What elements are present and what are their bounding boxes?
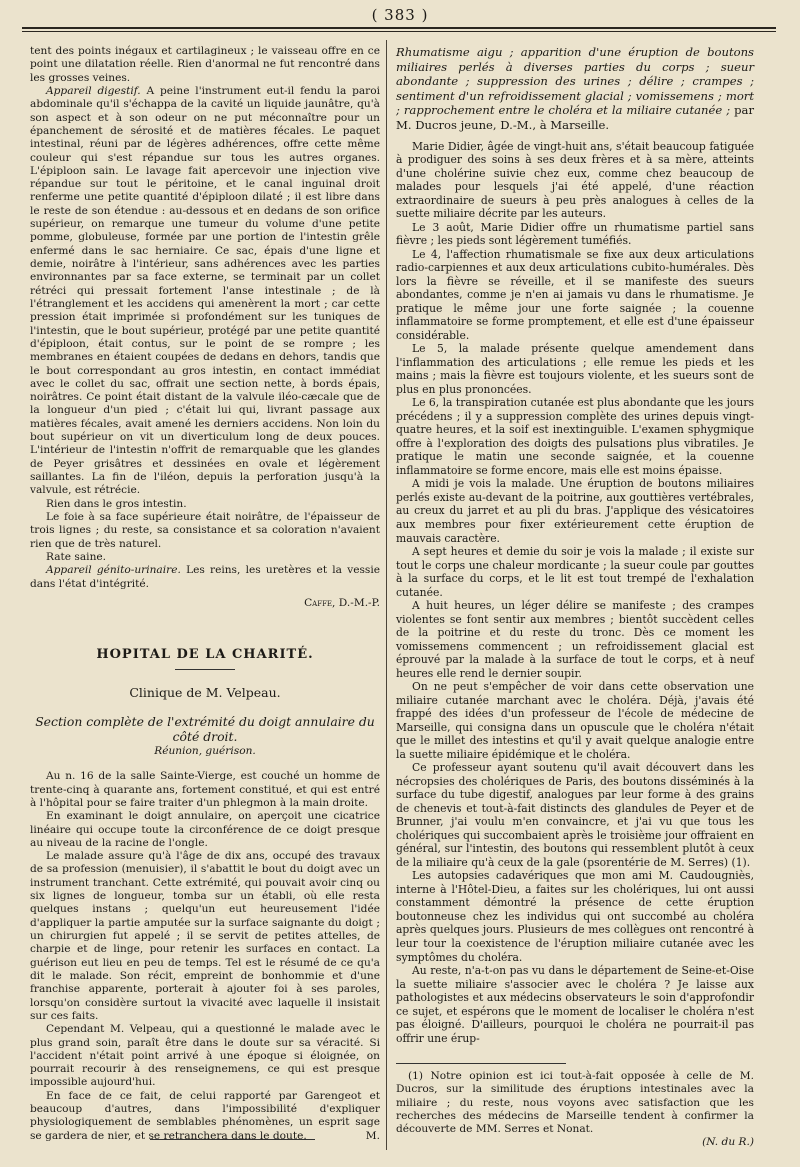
case-subtitle: Réunion, guérison. [154,744,256,757]
paragraph: On ne peut s'empêcher de voir dans cette observation une miliaire cutanée marchant avec le choléra. Déjà, j'avais été frappé des idées d'un professeur de l'école de médecine de Marseille, qui consigna dans un opuscule que le choléra n'était que le millet des intestins et qu'il y avait quelque analogie entre la suette miliaire épidémique et le choléra. [396,680,754,761]
footnote-rule [396,1063,566,1064]
hospital-heading: HOPITAL DE LA CHARITÉ. [96,647,314,663]
paragraph: Le foie à sa face supérieure était noirâtre, de l'épaisseur de trois lignes ; du reste, sa consistance et sa coloration n'avaient rien que de très naturel. [30,510,380,550]
paragraph-text: En face de ce fait, de celui rapporté par Garengeot et beaucoup d'autres, dans l'impossibilité d'expliquer physiologiquement de semblables phénomènes, un esprit sage se gardera de nier, et se retranchera dans le doute. [30,1089,380,1142]
footnote-text: (1) Notre opinion est ici tout-à-fait opposée à celle de M. Ducros, sur la similitude des éruptions intestinales avec la miliaire ; du reste, nous voyons avec satisfaction que les recherches des médecins de Marseille tendent à confirmer la découverte de MM. Serres et Nonat. [396,1070,754,1135]
paragraph: A sept heures et demie du soir je vois la malade ; il existe sur tout le corps une chaleur mordicante ; la sueur coule par gouttes à la surface du corps, et le lit est tout trempé de l'exhalation cutanée. [396,545,754,599]
section-label: Appareil digestif. [46,84,141,97]
section-label: Appareil génito-urinaire. [46,564,181,577]
footnote-signature: (N. du R.) [702,1136,754,1149]
paragraph: En examinant le doigt annulaire, on aperçoit une cicatrice linéaire qui occupe toute la circonférence de ce doigt presque au niveau de la racine de l'ongle. [30,810,380,849]
paragraph-text: A peine l'instrument eut-il fendu la paroi abdominale qu'il s'échappa de la cavité un liquide jaunâtre, qu'à son aspect et à son odeur on ne put méconnaître pour un épanchement de sérosité et de matières fécales. Le paquet intestinal, réuni par de légères adhérences, offre cette même couleur qui s'est répandue sur tous les autres organes. L'épiploon sain. Le lavage fait apercevoir une injection vive répandue sur tout le péritoine, et le canal inguinal droit renferme une petite quantité d'épiploon dilaté ; il est libre dans le reste de son étendue : au-dessous et en dedans de son orifice supérieur, on remarque une tumeur du volume d'une petite pomme, globuleuse, formée par une portion de l'intestin grêle enfermé dans le sac herniaire. Ce sac, épais d'une ligne et demie, noirâtre à l'intérieur, sans adhérences avec les parties environnantes par sa face externe, se terminait par un collet rétréci qui pressait fortement l'anse intestinale ; de là l'étranglement et les accidens qui amenèrent la mort ; car cette pression était imprimée si profondément sur les tuniques de l'intestin, que le bout supérieur, protégé par une petite quantité d'épiploon, était contus, sur le point de se rompre ; les membranes en étaient coupées de dedans en dehors, tandis que le bout correspondant au gros intestin, en contact immédiat avec le collet du sac, offrait une section nette, à bords épais, noirâtres. Ce point était distant de la valvule iléo-cæcale que de la longueur d'un pied ; c'était lui qui, livrant passage aux matières fécales, avait amené les derniers accidens. Non loin du bout supérieur on vit un diverticulum long de deux pouces. L'intérieur de l'intestin n'offrit de remarquable que les glandes de Peyer grisâtres et dessinées en ovale et légèrement saillantes. La fin de l'iléon, depuis la perforation jusqu'à la valvule, est rétrécie. [30,84,380,497]
paragraph: A huit heures, un léger délire se manifeste ; des crampes violentes se font sentir aux membres ; bientôt succèdent celles de la poitrine et du reste du tronc. Dès ce moment les vomissemens commencent ; un refroidissement glacial est éprouvé par la malade à la surface de tout le corps, et à neuf heures elle rend le dernier soupir. [396,599,754,680]
paragraph-genito [30,564,380,591]
paragraph: Au n. 16 de la salle Sainte-Vierge, est couché un homme de trente-cinq à quarante ans, fortement constitué, et qui est entré à l'hôpital pour se faire traiter d'un phlegmon à la main droite. [30,770,380,809]
left-column [30,45,380,1143]
clinic-heading: Clinique de M. Velpeau. [129,685,281,701]
header-rule-thin [22,31,776,32]
article-author: par M. Ducros jeune, D.-M., à Marseille. [396,103,755,132]
paragraph: Le 5, la malade présente quelque amendement dans l'inflammation des articulations ; elle remue les pieds et les mains ; mais la fièvre est toujours violente, et les sueurs sont de plus en plus prononcées. [396,342,754,396]
paragraph: Rate saine. [46,550,107,563]
paragraph: Marie Didier, âgée de vingt-huit ans, s'était beaucoup fatiguée à prodiguer des soins à ses deux frères et à sa mère, atteints d'une cholérine suivie chez eux, comme chez beaucoup de malades pour lesquels j'ai été appelé, d'une réaction extraordinaire de sueurs à peu près analogues à celles de la suette miliaire décrite par les auteurs. [396,139,754,221]
paragraph: Cependant M. Velpeau, qui a questionné le malade avec le plus grand soin, paraît être dans le doute sur sa véracité. Si l'accident n'était point arrivé à une époque si éloignée, on pourrait recourir à des renseignemens, ce qui est presque impossible aujourd'hui. [30,1023,380,1089]
paragraph [30,1090,380,1143]
paragraph-digestive [30,85,380,498]
article-title: Rhumatisme aigu ; apparition d'une éruption de boutons miliaires perlés à diverses parties du corps ; sueur abondante ; suppression des urines ; délire ; crampes ; sentiment d'un refroidissement glacial ; vomissemens ; mort ; rapprochement entre le choléra et la miliaire cutanée ; [396,45,754,118]
paragraph: Les autopsies cadavériques que mon ami M. Caudougniès, interne à l'Hôtel-Dieu, a faites sur les cholériques, lui ont aussi constamment démontré la présence de cette éruption boutonneuse chez les individus qui ont succombé au choléra après quelques jours. Plusieurs de mes collègues ont rencontré à leur tour la coexistence de l'éruption miliaire cutanée avec les symptômes du choléra. [396,869,754,964]
paragraph: A midi je vois la malade. Une éruption de boutons miliaires perlés existe au-devant de la poitrine, aux gouttières vertébrales, au creux du jarret et au pli du bras. J'applique des vésicatoires aux membres pour fixer extérieurement cette éruption de mauvais caractère. [396,477,754,545]
footnote [396,1070,754,1149]
header-rule [22,27,776,29]
paragraph-text: Les reins, les uretères et la vessie dans l'état d'intégrité. [30,564,380,590]
right-column [396,45,754,1149]
heading-rule [175,669,235,670]
paragraph: Le 4, l'affection rhumatismale se fixe aux deux articulations radio-carpiennes et aux deux articulations cubito-humérales. Dès lors la fièvre se réveille, et il se manifeste des sueurs abondantes, comme je n'en ai jamais vu dans le rhumatisme. Je pratique le même jour une forte saignée ; la couenne inflammatoire se forme promptement, et elle est d'une épaisseur considérable. [396,247,754,342]
paragraph: Au reste, n'a-t-on pas vu dans le département de Seine-et-Oise la suette miliaire s'associer avec le choléra ? Je laisse aux pathologistes et aux médecins observateurs le soin d'approfondir ce sujet, et espérons que le moment de localiser le choléra n'est pas éloigné. D'ailleurs, pourquoi le choléra ne pourrait-il pas offrir une érup- [396,964,754,1045]
bottom-rule [150,1139,315,1140]
paragraph: Rien dans le gros intestin. [46,497,187,510]
author-initial: M. [365,1129,380,1142]
paragraph: Le malade assure qu'à l'âge de dix ans, occupé des travaux de sa profession (menuisier), il s'abattit le bout du doigt avec un instrument tranchant. Cette extrémité, qui pouvait avoir cinq ou six lignes de longueur, tomba sur un établi, où elle resta quelques instans ; quelqu'un eut heureusement l'idée d'appliquer la partie amputée sur la surface saignante du doigt ; un chirurgien fut appelé ; il se servit de petites attelles, de charpie et de linge, pour retenir les surfaces en contact. La guérison eut lieu en peu de temps. Tel est le résumé de ce qu'a dit le malade. Son récit, empreint de bonhommie et d'une franchise apparente, porterait à ajouter foi à ses paroles, lorsqu'on considère surtout la vivacité avec laquelle il insistait sur ces faits. [30,850,380,1022]
paragraph: Le 3 août, Marie Didier offre un rhumatisme partiel sans fièvre ; les pieds sont légèrement tuméfiés. [396,220,754,248]
paragraph: Le 6, la transpiration cutanée est plus abondante que les jours précédens ; il y a suppression complète des urines depuis vingt-quatre heures, et la soif est inextinguible. L'examen sphygmique offre à l'exploration des doigts des pulsations plus vibratiles. Je pratique le matin une seconde saignée, et la couenne inflammatoire se forme encore, mais elle est moins épaisse. [396,396,754,477]
case-title: Section complète de l'extrémité du doigt annulaire du côté droit. [35,713,375,745]
page-number: ( 383 ) [371,6,429,24]
column-divider [386,40,387,1150]
article-heading [396,45,754,133]
paragraph: tent des points inégaux et cartilagineux ; le vaisseau offre en ce point une dilatation réelle. Rien d'anormal ne fut rencontré dans les grosses veines. [30,45,380,84]
paragraph: Ce professeur ayant soutenu qu'il avait découvert dans les nécropsies des cholériques de Paris, des boutons disséminés à la surface du tube digestif, analogues par leur forme à des grains de chenevis et tout-à-fait distincts des glandules de Peyer et de Brunner, j'ai voulu m'en convaincre, et j'ai vu que tous les cholériques qui succombaient après le troisième jour offraient en général, sur l'intestin, des boutons qui ressemblent plutôt à ceux de la miliaire qu'à ceux de la gale (psorentérie de M. Serres) (1). [396,761,754,869]
author-signature: Caffe, D.-M.-P. [304,596,380,609]
